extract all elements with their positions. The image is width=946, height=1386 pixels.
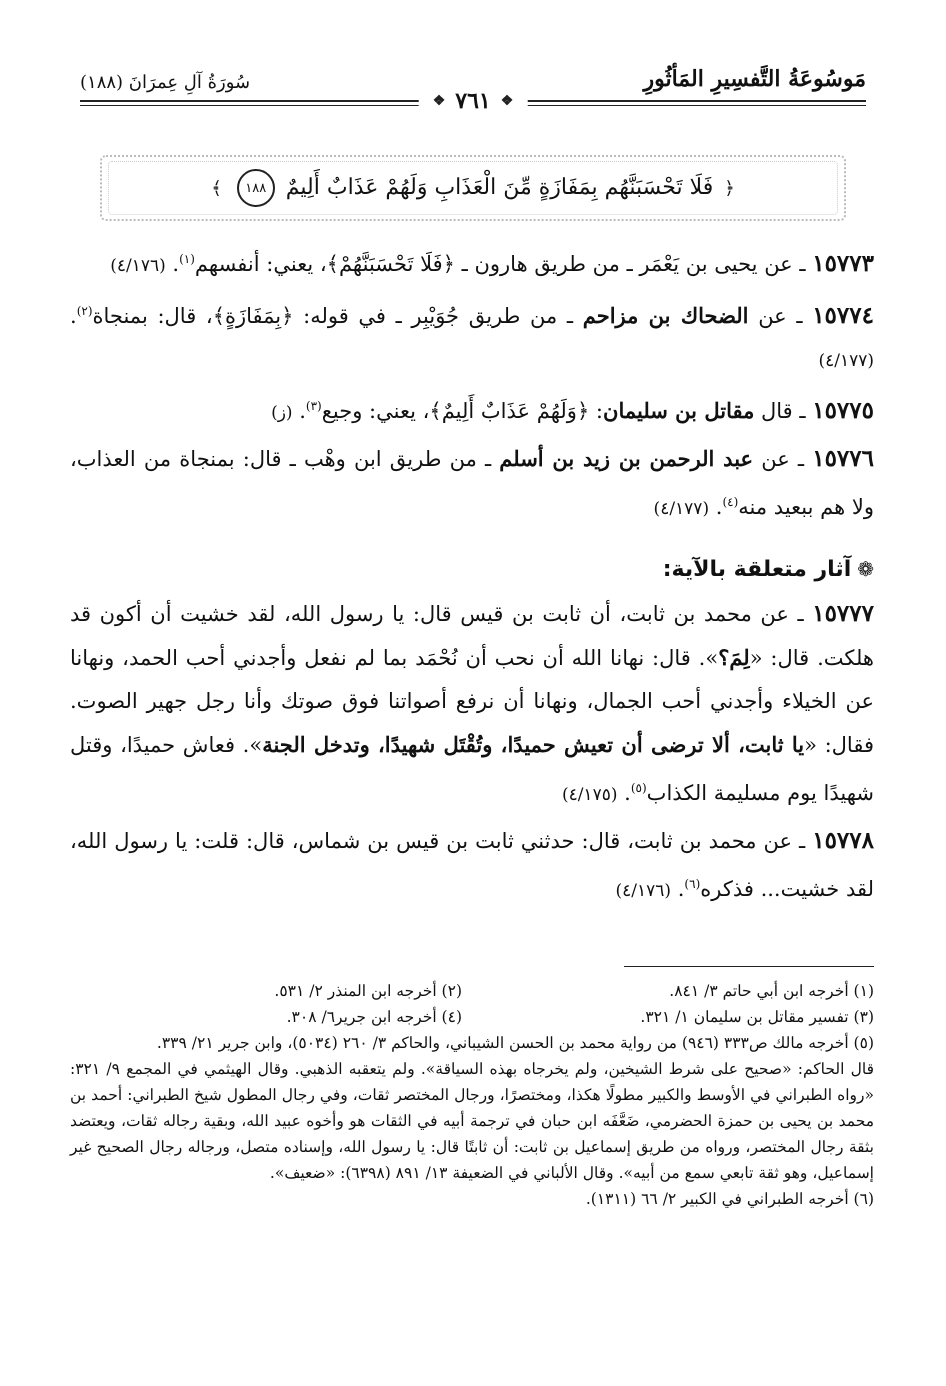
running-header [80, 66, 866, 116]
narration-number: ١٥٧٧٦ [812, 445, 874, 472]
narration-text: ـ عن [748, 304, 813, 328]
narration-text: ، يعني: وجيع [321, 399, 430, 423]
volume-reference: (٤/١٧٦) [615, 881, 672, 901]
narration-text: ـ قال [754, 399, 813, 423]
footnote-1: (١) أخرجه ابن أبي حاتم ٣/ ٨٤١. [669, 982, 874, 1000]
sura-label: سُورَةُ آلِ عِمرَانَ (١٨٨) [80, 72, 251, 93]
verse-text: فَلَا تَحْسَبَنَّهُم بِمَفَازَةٍ مِّنَ الْعَذَابِ وَلَهُمْ عَذَابٌ أَلِيمٌ [285, 175, 714, 200]
tafsir-entries [70, 238, 874, 531]
section-heading [70, 551, 874, 588]
narration-text: ، يعني: أنفسهم [194, 252, 327, 276]
narrator-name: يا ثابت، ألا ترضى أن تعيش حميدًا، وتُقْتَل شهيدًا، وتدخل الجنة [262, 732, 805, 757]
related-narrations [70, 592, 874, 913]
narration-paragraph [70, 592, 874, 817]
footnote-4: (٤) أخرجه ابن جرير٦/ ٣٠٨. [286, 1008, 462, 1026]
narration-text: ـ عن محمد بن ثابت، أن ثابت بن قيس قال: يا رسول الله، لقد خشيت أن أكون قد هلكت. قال: « [70, 602, 874, 670]
narration-text: ـ عن يحيى بن يَعْمَر ـ من طريق هارون ـ [454, 252, 813, 276]
narration-number: ١٥٧٧٨ [812, 827, 874, 854]
footnote-rule [624, 966, 874, 967]
narration-text: ». فعاش حميدًا، وقتل شهيدًا يوم مسليمة الكذاب [70, 733, 874, 805]
volume-reference: (٤/١٧٧) [818, 351, 874, 371]
volume-reference: (٤/١٧٥) [561, 785, 618, 805]
narration-paragraph [70, 385, 874, 435]
footnote-marker: (٦) [684, 877, 701, 891]
quran-verse [207, 169, 739, 207]
narration-text: ـ من طريق ابن وهْب ـ قال: بمنجاة من العذاب، ولا هم ببعيد منه [70, 447, 874, 519]
verse-open-bracket: ﴿ [724, 178, 735, 199]
page-number-block [419, 88, 528, 114]
narration-text: . [70, 304, 77, 328]
narration-number: ١٥٧٧٥ [812, 397, 874, 424]
commentary-body [70, 238, 874, 915]
narration-number: ١٥٧٧٣ [812, 250, 874, 277]
flower-ornament-icon: ❁ [857, 557, 874, 581]
narration-text: ـ عن [753, 447, 813, 471]
footnote-5-continued: قال الحاكم: «صحيح على شرط الشيخين، ولم يخرجاه بهذه السياقة». ولم يتعقبه الذهبي. وقال الهيثمي في المجمع ٩/ ٣٢١: «رواه الطبراني في الأوسط والكبير مطولًا هكذا، ومختصرًا، ورجال المختصر ثقات، وفي رجال المطول شيخ الطبراني: أحمد بن محمد بن يحيى بن حمزة الحضرمي، ضَعَّفَه ابن حبان في ترجمة أبيه في الثقات هو وأخوه عبيد الله، وبقية رجاله ثقات، ويعتضد بثقة رجال المختصر، ورواه من طريق إسماعيل بن ثابت: أن ثابتًا قال: يا رسول الله، وإسناده متصل، ورجاله رجال الصحيح غير إسماعيل، وهو ثقة تابعي سمع من أبيه». وقال الألباني في الضعيفة ١٣/ ٨٩١ (٦٣٩٨): «ضعيف». [70, 1060, 874, 1182]
footnote-2: (٢) أخرجه ابن المنذر ٢/ ٥٣١. [274, 982, 462, 1000]
footnote-6: (٦) أخرجه الطبراني في الكبير ٢/ ٦٦ (١٣١١). [585, 1190, 874, 1208]
verse-close-bracket: ﴾ [211, 178, 222, 199]
volume-reference: (ز) [271, 403, 293, 423]
footnote-3: (٣) تفسير مقاتل بن سليمان ١/ ٣٢١. [640, 1008, 874, 1026]
book-title: مَوسُوعَةُ التَّفسِيرِ المَأثُورِ [643, 66, 866, 92]
quran-quote: ﴿فَلَا تَحْسَبَنَّهُمْ﴾ [326, 252, 455, 276]
volume-reference: (٤/١٧٧) [653, 499, 710, 519]
footnotes [70, 978, 874, 1212]
narration-text: ـ من طريق جُوَيْبِر ـ في قوله: [293, 304, 583, 328]
narration-text: . [709, 495, 723, 519]
narrator-name: مقاتل بن سليمان [603, 398, 755, 423]
narration-paragraph [70, 238, 874, 288]
volume-reference: (٤/١٧٦) [110, 256, 166, 276]
ornament-left-icon: ❖ [432, 93, 446, 109]
narration-text: . [671, 877, 685, 901]
narration-paragraph [70, 819, 874, 913]
narration-text: . [617, 781, 631, 805]
narration-text: ، قال: بمنجاة [92, 304, 213, 328]
footnote-grid [70, 978, 874, 1030]
narration-text: ـ عن محمد بن ثابت، قال: حدثني ثابت بن قيس بن شماس، قال: قلت: يا رسول الله، لقد خشيت... فذكره [70, 829, 874, 901]
narration-text: . [292, 399, 306, 423]
footnote-marker: (٣) [305, 399, 322, 413]
quran-quote: ﴿وَلَهُمْ عَذَابٌ أَلِيمٌ﴾ [429, 399, 590, 423]
verse-frame [100, 155, 846, 221]
footnote-marker: (٢) [76, 304, 93, 318]
footnote-5: (٥) أخرجه مالك ص٣٣٣ (٩٤٦) من رواية محمد بن الحسن الشيباني، والحاكم ٣/ ٢٦٠ (٥٠٣٤)، وابن جرير ٢١/ ٣٣٩. [156, 1034, 874, 1052]
narration-text: ». قال: نهانا الله أن نحب أن نُحْمَد بما لم نفعل وأجدني أحب الحمد، ونهانا عن الخيلاء وأجدني أحب الجمال، ونهانا أن نرفع أصواتنا فوق صوتك وأنا رجل جهير الصوت. فقال: « [70, 646, 874, 757]
narration-text: : [589, 399, 604, 423]
narration-number: ١٥٧٧٧ [812, 600, 874, 627]
narrator-name: الضحاك بن مزاحم [582, 303, 749, 328]
narration-paragraph [70, 290, 874, 383]
footnote-marker: (٤) [722, 495, 739, 509]
section-title: آثار متعلقة بالآية: [662, 557, 852, 582]
ayah-number-icon: ١٨٨ [237, 169, 275, 207]
narration-text: . [165, 252, 180, 276]
narrator-name: عبد الرحمن بن زيد بن أسلم [499, 446, 754, 471]
footnote-marker: (١) [179, 252, 195, 266]
quran-quote: ﴿بِمَفَازَةٍ﴾ [212, 304, 294, 328]
narration-paragraph [70, 437, 874, 531]
narration-number: ١٥٧٧٤ [812, 302, 874, 329]
page-number: ٧٦١ [455, 88, 491, 114]
footnote-marker: (٥) [630, 781, 647, 795]
narrator-name: لِمَ؟ [718, 645, 750, 670]
ornament-right-icon: ❖ [500, 93, 514, 109]
